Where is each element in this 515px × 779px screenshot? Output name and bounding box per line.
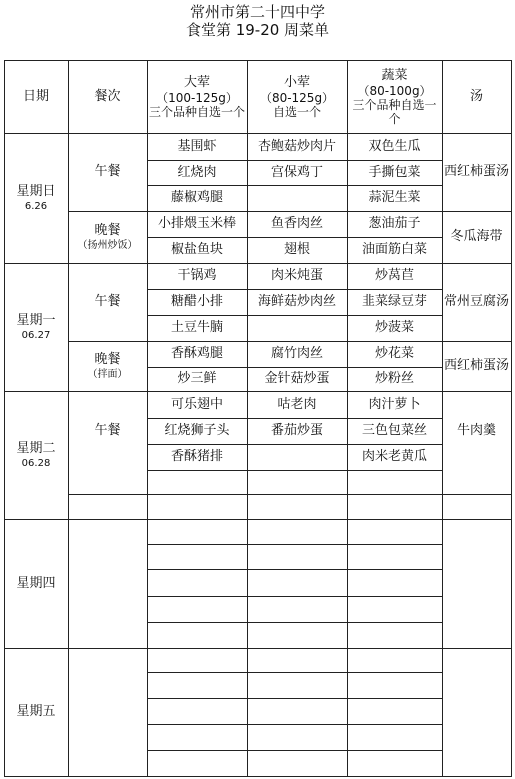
meal-dinner-text: 晚餐	[94, 351, 121, 367]
small-meat-dish	[247, 160, 347, 185]
header-big-meat	[147, 60, 247, 133]
header-small-meat-text: 小荤	[283, 74, 310, 90]
header-date-text: 日期	[22, 88, 49, 104]
day-cell	[4, 519, 68, 648]
veg-dish-text: 蒜泥生菜	[368, 190, 421, 205]
header-small-meat-text: 自选一个	[272, 104, 321, 119]
day-name: 星期二	[16, 440, 56, 456]
veg-dish-text: 肉米老黄瓜	[361, 449, 427, 464]
small-meat-dish	[247, 237, 347, 263]
day-separator	[4, 519, 511, 520]
veg-dish-text: 炒粉丝	[374, 371, 414, 386]
meal-dinner	[68, 341, 147, 391]
soup-cell	[442, 391, 511, 470]
header-veg-text: （80-100g）	[357, 83, 432, 98]
day-name: 星期一	[16, 312, 56, 328]
small-meat-dish	[247, 341, 347, 367]
veg-dish-text: 双色生瓜	[368, 138, 421, 154]
meal-lunch-text: 午餐	[94, 294, 121, 309]
soup-cell	[442, 341, 511, 391]
veg-dish	[347, 289, 442, 315]
small-meat-dish-text: 宫保鸡丁	[270, 164, 323, 180]
header-meal	[68, 60, 147, 133]
veg-dish-text: 手撕包菜	[368, 164, 421, 180]
header-big-meat-text: 大荤	[183, 74, 210, 90]
day-name: 星期四	[16, 575, 56, 591]
big-meat-dish	[147, 444, 247, 470]
soup-cell-text: 牛肉羹	[456, 422, 496, 438]
big-meat-dish-text: 糖醋小排	[170, 294, 223, 309]
veg-dish-text: 三色包菜丝	[361, 423, 427, 438]
meal-lunch-text: 午餐	[94, 422, 121, 438]
dish-row-line	[147, 596, 442, 597]
big-meat-dish-text: 土豆牛腩	[170, 320, 223, 335]
big-meat-dish	[147, 237, 247, 263]
big-meat-dish	[147, 418, 247, 444]
small-meat-dish	[247, 391, 347, 418]
dish-row-line	[147, 750, 442, 751]
soup-cell-text: 冬瓜海带	[450, 229, 503, 244]
meal-lunch-text: 午餐	[94, 164, 121, 179]
veg-dish	[347, 185, 442, 211]
small-meat-dish	[247, 263, 347, 289]
day-date: 6.26	[24, 200, 48, 212]
veg-dish-text: 炒莴苣	[374, 268, 414, 283]
veg-dish-text: 肉汁萝卜	[368, 396, 421, 412]
veg-dish	[347, 367, 442, 391]
header-soup-text: 汤	[469, 88, 483, 104]
big-meat-dish	[147, 263, 247, 289]
dish-row-line	[147, 698, 442, 699]
small-meat-dish	[247, 418, 347, 444]
small-meat-dish	[247, 133, 347, 160]
header-big-meat-text: （100-125g）	[156, 90, 238, 105]
small-meat-dish	[247, 444, 347, 470]
soup-cell-text: 西红柿蛋汤	[443, 164, 509, 179]
menu-subtitle: 食堂第 19-20 周菜单	[185, 21, 330, 39]
dish-row-line	[147, 470, 442, 471]
dish-row-line	[147, 622, 442, 623]
big-meat-dish-text: 藤椒鸡腿	[170, 190, 223, 205]
veg-dish	[347, 315, 442, 341]
big-meat-dish	[147, 391, 247, 418]
meal-lunch	[68, 263, 147, 341]
meal-dinner	[68, 211, 147, 263]
dish-row-line	[147, 724, 442, 725]
header-meal-text: 餐次	[94, 88, 121, 104]
big-meat-dish	[147, 367, 247, 391]
day-cell	[4, 263, 68, 391]
small-meat-dish-text: 金针菇炒蛋	[264, 371, 330, 386]
veg-dish	[347, 160, 442, 185]
table-border-bottom	[4, 776, 512, 777]
header-soup	[442, 60, 511, 133]
header-veg-text: 蔬菜	[381, 67, 408, 83]
day-name: 星期日	[16, 183, 56, 199]
small-meat-dish-text: 杏鲍菇炒肉片	[257, 138, 336, 154]
day-name: 星期五	[16, 704, 56, 719]
veg-dish	[347, 211, 442, 237]
big-meat-dish-text: 香酥猪排	[170, 449, 223, 464]
header-big-meat-text: 三个品种自选一个	[148, 104, 245, 119]
column-line	[511, 60, 512, 776]
veg-dish	[347, 391, 442, 418]
veg-dish	[347, 263, 442, 289]
day-date: 06.28	[21, 457, 51, 469]
veg-dish	[347, 341, 442, 367]
small-meat-dish	[247, 367, 347, 391]
veg-dish	[347, 444, 442, 470]
soup-cell	[442, 263, 511, 341]
school-name: 常州市第二十四中学	[189, 3, 325, 21]
header-small-meat-text: （80-125g）	[259, 90, 335, 105]
day-cell	[4, 391, 68, 519]
small-meat-dish	[247, 211, 347, 237]
big-meat-dish-text: 炒三鲜	[177, 371, 217, 386]
big-meat-dish-text: 香酥鸡腿	[170, 346, 223, 361]
small-meat-dish-text: 咕老肉	[277, 396, 317, 412]
meal-dinner-text: （拌面）	[87, 368, 128, 380]
dish-row-line	[147, 569, 442, 570]
header-date	[4, 60, 68, 133]
big-meat-dish-text: 红烧狮子头	[164, 423, 230, 438]
meal-dinner-text: （扬州炒饭）	[77, 239, 138, 251]
veg-dish-text: 油面筋白菜	[361, 242, 427, 257]
day-date: 06.27	[21, 329, 51, 341]
veg-dish	[347, 418, 442, 444]
soup-cell-text: 西红柿蛋汤	[443, 358, 509, 373]
small-meat-dish-text: 番茄炒蛋	[270, 423, 323, 438]
dish-row-line	[147, 672, 442, 673]
meal-lunch	[68, 391, 147, 470]
big-meat-dish	[147, 341, 247, 367]
small-meat-dish	[247, 289, 347, 315]
big-meat-dish-text: 小排煨玉米棒	[157, 216, 236, 231]
big-meat-dish	[147, 160, 247, 185]
day-cell	[4, 648, 68, 776]
big-meat-dish	[147, 185, 247, 211]
veg-dish-text: 炒花菜	[374, 346, 414, 361]
small-meat-dish-text: 肉米炖蛋	[270, 268, 323, 283]
soup-cell	[442, 133, 511, 211]
veg-dish-text: 炒菠菜	[374, 320, 414, 335]
soup-cell-text: 常州豆腐汤	[443, 294, 509, 309]
small-meat-dish-text: 翅根	[283, 242, 310, 257]
small-meat-dish	[247, 315, 347, 341]
veg-dish	[347, 237, 442, 263]
soup-cell	[442, 211, 511, 263]
small-meat-dish-text: 海鲜菇炒肉丝	[257, 294, 336, 309]
header-small-meat	[247, 60, 347, 133]
veg-dish	[347, 133, 442, 160]
veg-dish-text: 韭菜绿豆芽	[361, 294, 427, 309]
big-meat-dish	[147, 289, 247, 315]
meal-separator	[68, 494, 511, 495]
meal-lunch	[68, 133, 147, 211]
big-meat-dish-text: 可乐翅中	[170, 396, 223, 412]
small-meat-dish-text: 鱼香肉丝	[270, 216, 323, 231]
veg-dish-text: 葱油茄子	[368, 216, 421, 231]
small-meat-dish-text: 腐竹肉丝	[270, 346, 323, 361]
meal-dinner-text: 晚餐	[94, 222, 121, 238]
big-meat-dish	[147, 211, 247, 237]
small-meat-dish	[247, 185, 347, 211]
header-veg-text: 三个品种自选一个	[352, 97, 437, 126]
big-meat-dish	[147, 315, 247, 341]
dish-row-line	[147, 544, 442, 545]
big-meat-dish-text: 基围虾	[177, 138, 217, 154]
big-meat-dish-text: 干锅鸡	[177, 268, 217, 283]
day-separator	[4, 648, 511, 649]
day-cell	[4, 133, 68, 263]
header-veg	[347, 60, 442, 133]
big-meat-dish-text: 椒盐鱼块	[170, 242, 223, 257]
big-meat-dish-text: 红烧肉	[177, 164, 217, 180]
big-meat-dish	[147, 133, 247, 160]
